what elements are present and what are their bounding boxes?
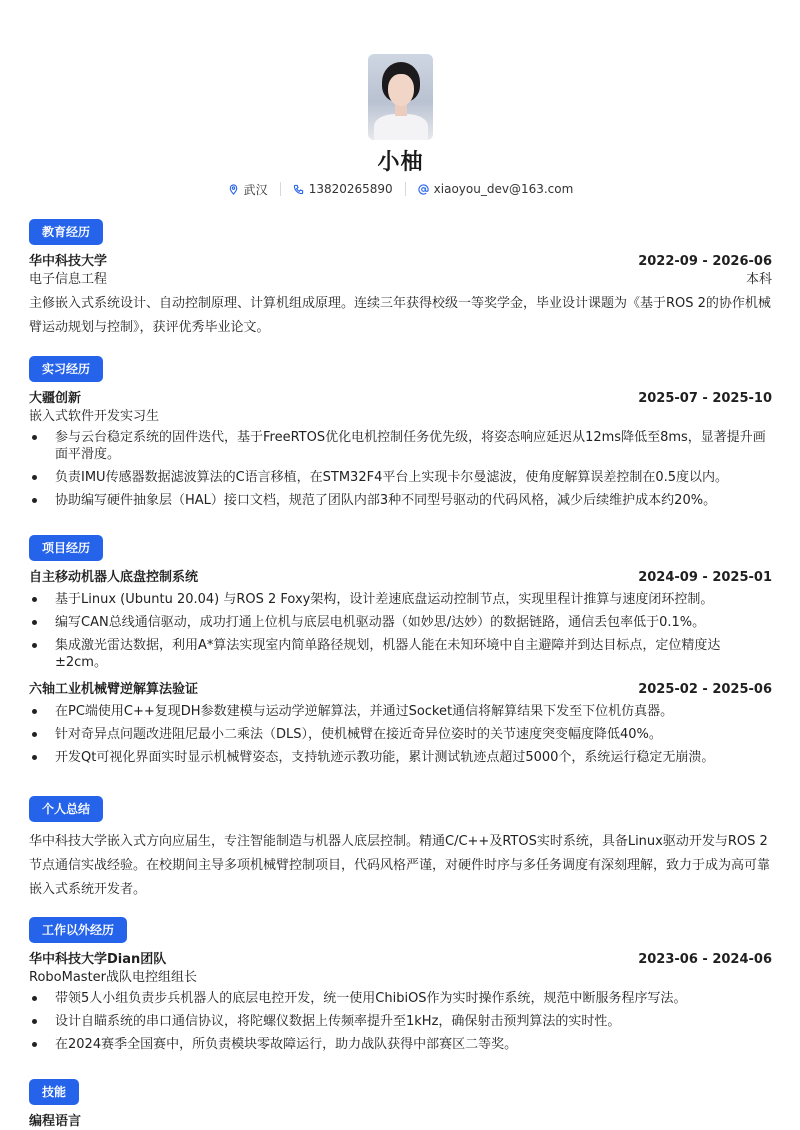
list-item: 负责IMU传感器数据滤波算法的C语言移植，在STM32F4平台上实现卡尔曼滤波，使角度解算误差控制在0.5度以内。 [29, 469, 772, 486]
contact-phone [293, 182, 393, 196]
list-item: 编写CAN总线通信驱动，成功打通上位机与底层电机驱动器（如妙思/达妙）的数据链路，通信丢包率低于0.1%。 [29, 614, 772, 631]
education-description: 主修嵌入式系统设计、自动控制原理、计算机组成原理。连续三年获得校级一等奖学金，毕业设计课题为《基于ROS 2的协作机械臂运动规划与控制》，获评优秀毕业论文。 [29, 296, 771, 335]
divider [405, 182, 406, 196]
extracurricular-heading: 工作以外经历 [29, 917, 127, 943]
extracurricular-section [29, 917, 772, 1059]
phone-icon [293, 184, 304, 195]
project-title: 六轴工业机械臂逆解算法验证 [29, 682, 199, 697]
skills-section [29, 1079, 772, 1130]
summary-heading: 个人总结 [29, 796, 103, 822]
extracurricular-date: 2023-06 - 2024-06 [638, 952, 772, 967]
internship-bullets [29, 429, 772, 509]
projects-section [29, 535, 772, 772]
project-title: 自主移动机器人底盘控制系统 [29, 570, 199, 585]
contact-location [228, 181, 268, 198]
email-text[interactable]: xiaoyou_dev@163.com [433, 182, 574, 196]
list-item: 集成激光雷达数据，利用A*算法实现室内简单路径规划，机器人能在未知环境中自主避障并到达目标点，定位精度达±2cm。 [29, 637, 772, 671]
list-item: 针对奇异点问题改进阻尼最小二乘法（DLS），使机械臂在接近奇异位姿时的关节速度突变幅度降低40%。 [29, 726, 772, 743]
internship-date: 2025-07 - 2025-10 [638, 391, 772, 406]
education-section [29, 219, 772, 340]
resume-header [29, 0, 772, 197]
list-item: 设计自瞄系统的串口通信协议，将陀螺仪数据上传频率提升至1kHz，确保射击预判算法的实时性。 [29, 1013, 772, 1030]
project-item [29, 569, 772, 671]
degree: 本科 [745, 272, 772, 287]
phone-text: 13820265890 [308, 182, 393, 196]
list-item: 在2024赛季全国赛中，所负责模块零故障运行，助力战队获得中部赛区二等奖。 [29, 1036, 772, 1053]
extracurricular-bullets [29, 990, 772, 1053]
divider [280, 182, 281, 196]
internship-section [29, 356, 772, 515]
internship-heading: 实习经历 [29, 356, 103, 382]
skills-heading: 技能 [29, 1079, 79, 1105]
list-item: 基于Linux (Ubuntu 20.04) 与ROS 2 Foxy架构，设计差速底盘运动控制节点，实现里程计推算与速度闭环控制。 [29, 591, 772, 608]
project-bullets [29, 703, 772, 766]
at-sign-icon [418, 184, 429, 195]
list-item: 在PC端使用C++复现DH参数建模与运动学逆解算法，并通过Socket通信将解算结果下发至下位机仿真器。 [29, 703, 772, 720]
major: 电子信息工程 [29, 272, 108, 287]
list-item: 协助编写硬件抽象层（HAL）接口文档，规范了团队内部3种不同型号驱动的代码风格，减少后续维护成本约20%。 [29, 492, 772, 509]
summary-section [29, 796, 772, 902]
contact-email[interactable] [418, 182, 574, 196]
map-pin-icon [228, 184, 239, 195]
education-heading: 教育经历 [29, 219, 103, 245]
list-item: 带领5人小组负责步兵机器人的底层电控开发，统一使用ChibiOS作为实时操作系统，规范中断服务程序写法。 [29, 990, 772, 1007]
list-item: 开发Qt可视化界面实时显示机械臂姿态，支持轨迹示教功能，累计测试轨迹点超过5000个，系统运行稳定无崩溃。 [29, 749, 772, 766]
avatar [368, 54, 433, 140]
summary-text: 华中科技大学嵌入式方向应届生，专注智能制造与机器人底层控制。精通C/C++及RTOS实时系统，具备Linux驱动开发与ROS 2节点通信实战经验。在校期间主导多项机械臂控制项目，代码风格严谨，对硬件时序与多任务调度有深刻理解，致力于成为高可靠嵌入式系统开发者。 [29, 834, 771, 897]
internship-role: 嵌入式软件开发实习生 [29, 409, 160, 424]
location-text: 武汉 [243, 182, 268, 197]
project-date: 2024-09 - 2025-01 [638, 570, 772, 585]
list-item: 参与云台稳定系统的固件迭代，基于FreeRTOS优化电机控制任务优先级，将姿态响应延迟从12ms降低至8ms，显著提升画面平滑度。 [29, 429, 772, 463]
school-name: 华中科技大学 [29, 254, 108, 269]
contact-bar [29, 181, 772, 197]
company-name: 大疆创新 [29, 391, 82, 406]
project-item [29, 681, 772, 766]
org-name: 华中科技大学Dian团队 [29, 952, 167, 967]
education-date: 2022-09 - 2026-06 [638, 254, 772, 269]
skill-category: 编程语言 [29, 1114, 82, 1129]
project-bullets [29, 591, 772, 671]
candidate-name: 小柚 [377, 150, 424, 175]
project-date: 2025-02 - 2025-06 [638, 682, 772, 697]
extracurricular-role: RoboMaster战队电控组组长 [29, 970, 198, 985]
projects-heading: 项目经历 [29, 535, 103, 561]
